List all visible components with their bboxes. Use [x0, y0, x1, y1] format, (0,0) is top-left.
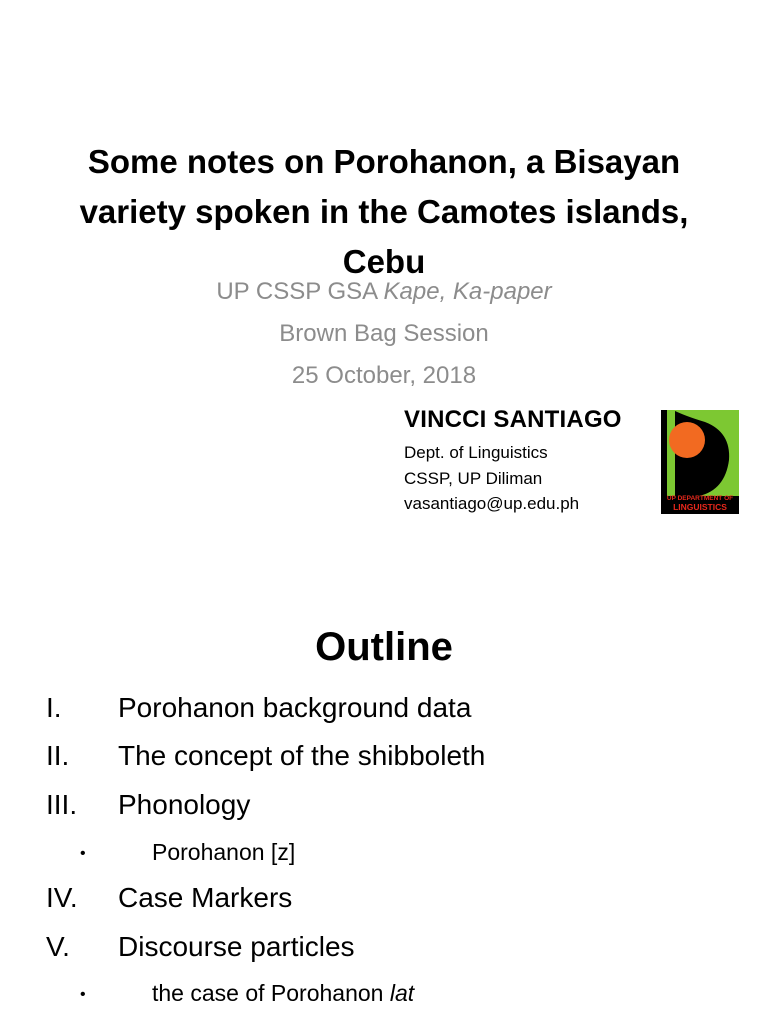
outline-item-text: Case Markers [118, 882, 293, 913]
event-name: Kape, Ka-paper [383, 278, 552, 305]
subitem-emphasis: lat [389, 980, 415, 1006]
bullet-icon: • [80, 986, 86, 1003]
date-line: 25 October, 2018 [291, 362, 477, 389]
outline-item-2 [0, 740, 768, 780]
outline-item-text: Porohanon background data [118, 692, 472, 723]
outline-item-3 [0, 789, 768, 829]
outline-item-number: I. [46, 692, 62, 723]
outline-item-number: IV. [46, 882, 78, 913]
outline-title: Outline [315, 625, 453, 669]
author-department: Dept. of Linguistics [404, 443, 548, 462]
logo-text-bottom: LINGUISTICS [673, 502, 727, 512]
logo-emblem-icon [661, 410, 739, 496]
outline-item-number: III. [46, 789, 78, 820]
bullet-icon: • [80, 845, 86, 862]
event-prefix: UP CSSP GSA [216, 278, 384, 305]
outline-item-text: Discourse particles [118, 931, 355, 962]
outline-item-4 [0, 882, 768, 922]
subitem-prefix: the case of Porohanon [152, 980, 390, 1006]
outline-item-text: Phonology [118, 789, 251, 820]
outline-item-5 [0, 931, 768, 971]
author-email: vasantiago@up.edu.ph [404, 494, 580, 513]
author-name: VINCCI SANTIAGO [404, 406, 622, 433]
linguistics-department-logo [661, 410, 739, 514]
outline-subitem-text [152, 980, 414, 1007]
outline-item-number: V. [46, 931, 70, 962]
outline-item-text: The concept of the shibboleth [118, 740, 486, 771]
outline-item-number: II. [46, 740, 70, 771]
author-college: CSSP, UP Diliman [404, 469, 543, 488]
logo-text-top: UP DEPARTMENT OF [666, 495, 734, 502]
session-line: Brown Bag Session [279, 320, 489, 347]
slide-title: Some notes on Porohanon, a Bisayan variety spoken in the Camotes islands, Cebu [79, 143, 689, 280]
outline-subitem-text: Porohanon [z] [152, 839, 296, 865]
outline-slide [0, 540, 768, 1024]
event-line [0, 278, 768, 306]
outline-item-1 [0, 692, 768, 732]
